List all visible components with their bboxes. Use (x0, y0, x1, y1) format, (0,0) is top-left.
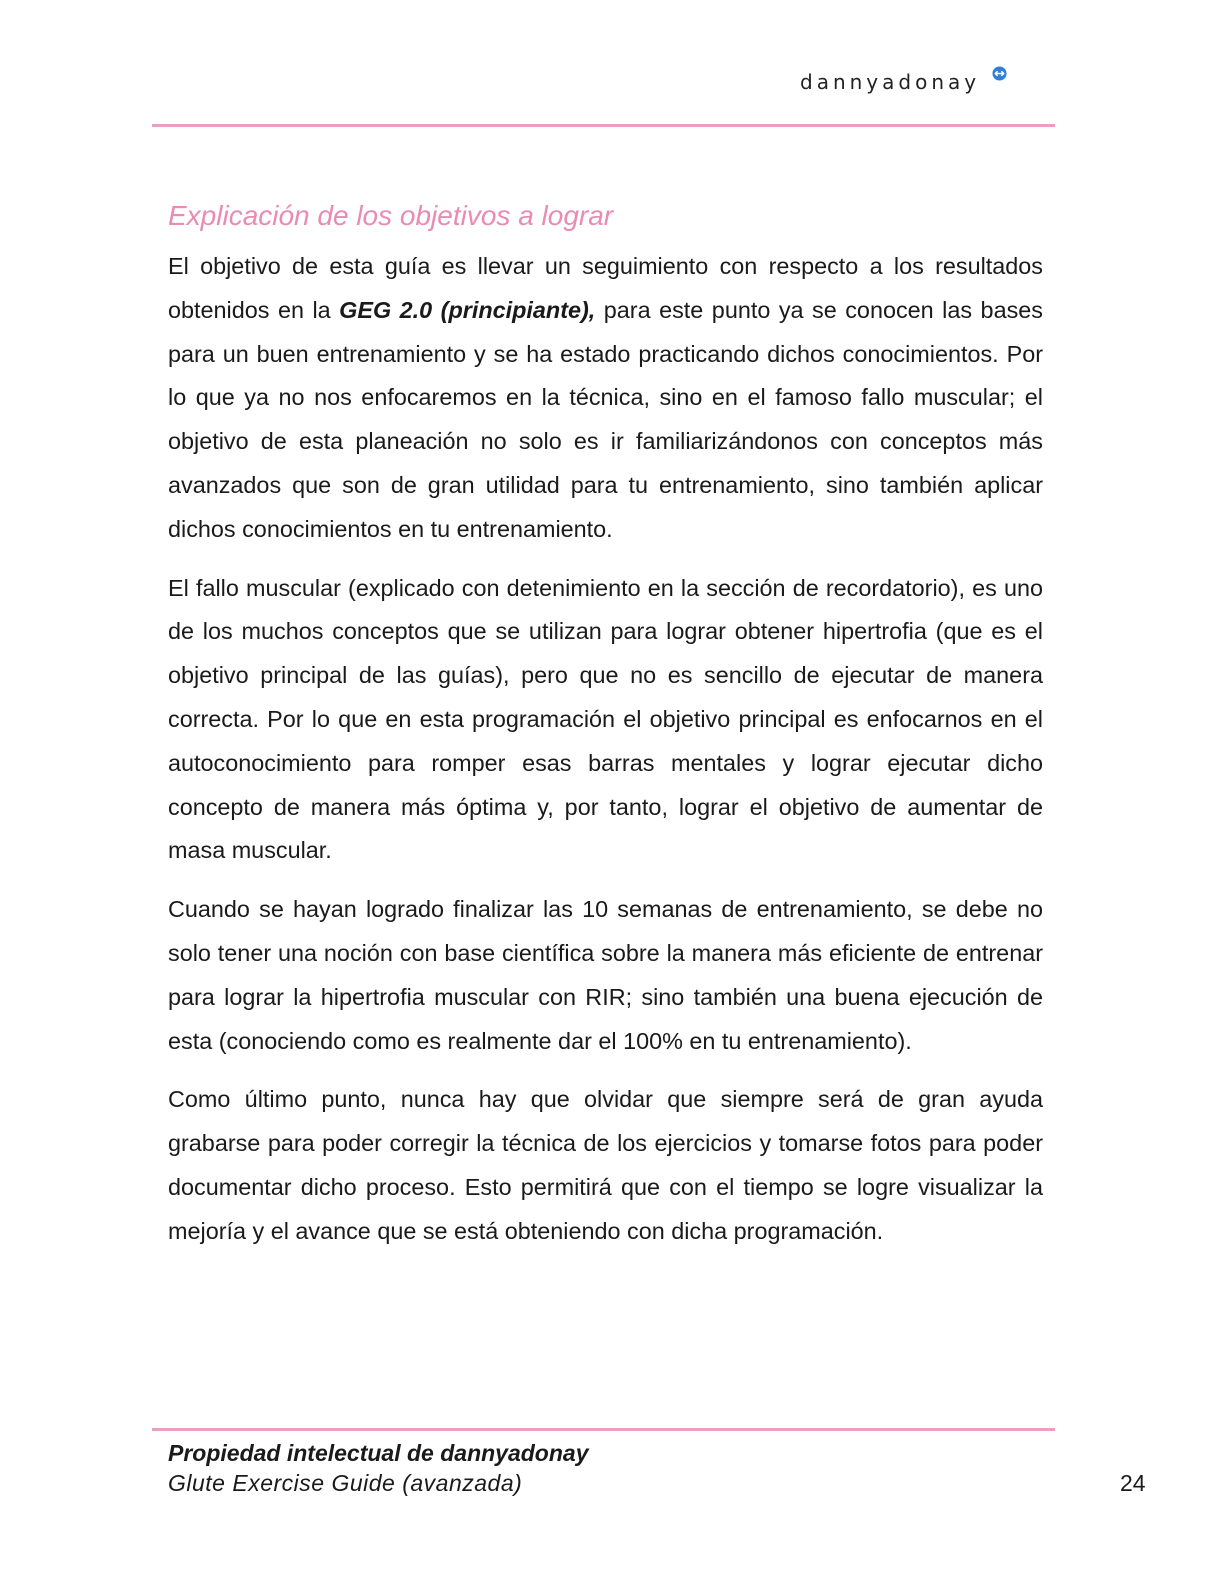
guide-reference: GEG 2.0 (principiante), (339, 296, 596, 323)
body-text (168, 245, 1043, 1269)
section-title: Explicación de los objetivos a lograr (168, 200, 614, 231)
header-divider (152, 124, 1055, 127)
footer-divider (152, 1428, 1055, 1431)
paragraph-2: El fallo muscular (explicado con detenimiento en la sección de recordatorio), es uno de los muchos conceptos que se utilizan para lograr obtener hipertrofia (que es el objetivo principal de las guías), pero que no es sencillo de ejecutar de manera correcta. Por lo que en esta programación el objetivo principal es enfocarnos en el autoconocimiento para romper esas barras mentales y lograr ejecutar dicho concepto de manera más óptima y, por tanto, lograr el objetivo de aumentar de masa muscular. (168, 574, 1043, 864)
link-icon (992, 66, 1007, 81)
paragraph-4: Como último punto, nunca hay que olvidar que siempre será de gran ayuda grabarse para poder corregir la técnica de los ejercicios y tomarse fotos para poder documentar dicho proceso. Esto permitirá que con el tiempo se logre visualizar la mejoría y el avance que se está obteniendo con dicha programación. (168, 1086, 1043, 1244)
paragraph-1 (168, 245, 1043, 552)
footer-guide-title: Glute Exercise Guide (avanzada) (168, 1470, 523, 1496)
page-number: 24 (1120, 1470, 1146, 1496)
brand-logo: dannyadonay (800, 70, 981, 94)
paragraph-3: Cuando se hayan logrado finalizar las 10 semanas de entrenamiento, se debe no solo tener una noción con base científica sobre la manera más eficiente de entrenar para lograr la hipertrofia muscular con RIR; sino también una buena ejecución de esta (conociendo como es realmente dar el 100% en tu entrenamiento). (168, 896, 1043, 1054)
paragraph-1-lead: El objetivo de esta guía es llevar un seguimiento con respecto a los resultados obtenidos en la (168, 253, 1043, 323)
footer-owner: Propiedad intelectual de dannyadonay (168, 1440, 589, 1466)
paragraph-1-rest: para este punto ya se conocen las bases para un buen entrenamiento y se ha estado practicando dichos conocimientos. Por lo que ya no nos enfocaremos en la técnica, sino en el famoso fallo muscular; el objetivo de esta planeación no solo es ir familiarizándonos con conceptos más avanzados que son de gran utilidad para tu entrenamiento, sino también aplicar dichos conocimientos en tu entrenamiento. (168, 296, 1043, 542)
